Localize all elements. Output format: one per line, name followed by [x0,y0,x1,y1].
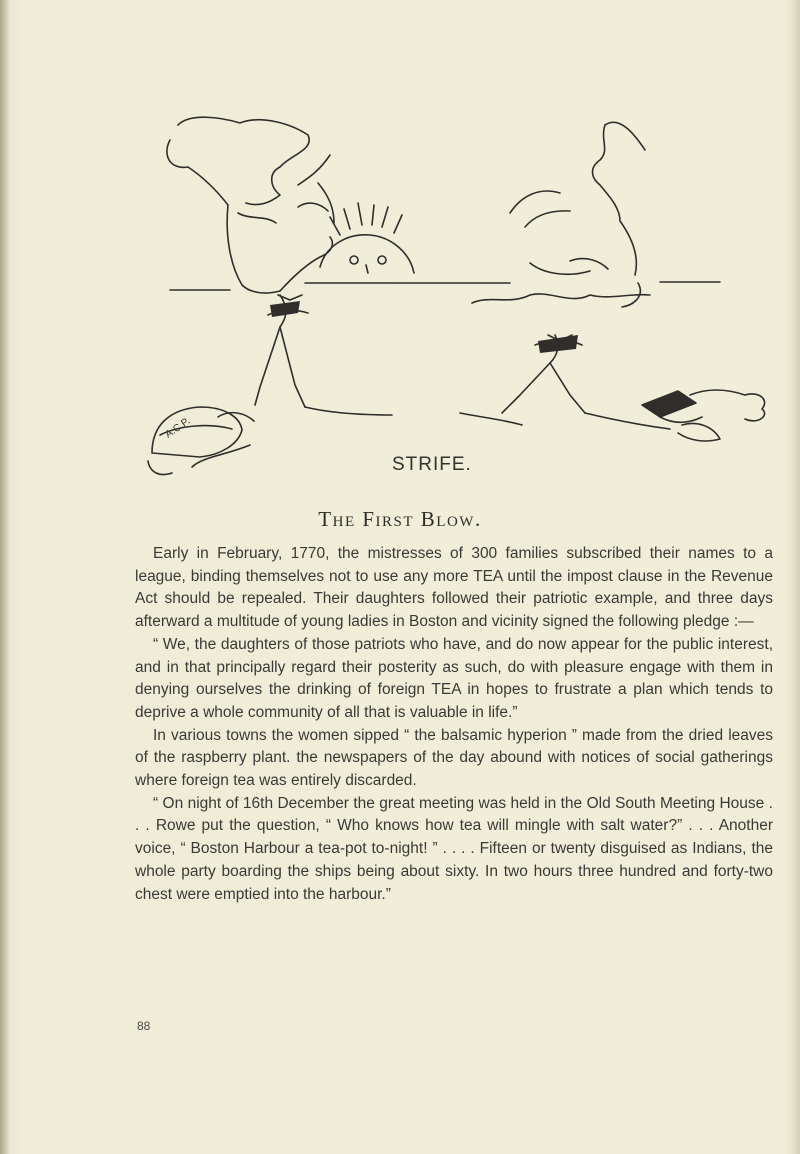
book-spine-shadow [0,0,10,1154]
paragraph: “ We, the daughters of those patriots who have, and do now appear for the public interest, and in that principally regard their posterity as such, do with pleasure engage with them in denying ourselves the drinking of foreign TEA in hopes to frustrate a plan which tends to deprive a whole community of all that is valuable in life.” [135,635,773,721]
chapter-heading: The First Blow. [318,507,482,531]
chest-lettering: A.C.P. [163,415,193,441]
tea-chest-icon [148,407,254,475]
page-number: 88 [137,1019,151,1033]
strife-illustration [130,95,780,490]
paragraph: “ On night of 16th December the great meeting was held in the Old South Meeting House . . . Rowe put the question, “ Who knows how tea will mingle with salt water?” . . . Another voice, “ Boston Harbour a tea-pot to-night! ” . . . . Fifteen or twenty disguised as Indians, the whole party boarding the ships being about sixty. In two hours three hundred and forty-two chest were emptied into the harbour.” [135,794,773,903]
paragraph: In various towns the women sipped “ the balsamic hyperion ” made from the dried leaves of the raspberry plant. the newspapers of the day abound with notices of social gatherings where foreign tea was entirely discarded. [135,726,773,790]
page-edge [790,0,800,1154]
tea-package-icon [642,390,765,441]
strife-drawing [130,95,780,490]
paragraph: Early in February, 1770, the mistresses of 300 families subscribed their names to a league, binding themselves not to use any more TEA until the impost clause in the Revenue Act should be repealed. Their daughters followed their patriotic example, and three days afterward a multitude of young ladies in Boston and vicinity signed the following pledge :— [135,545,773,631]
body-text [135,543,773,906]
illustration-caption: STRIFE. [392,454,472,475]
